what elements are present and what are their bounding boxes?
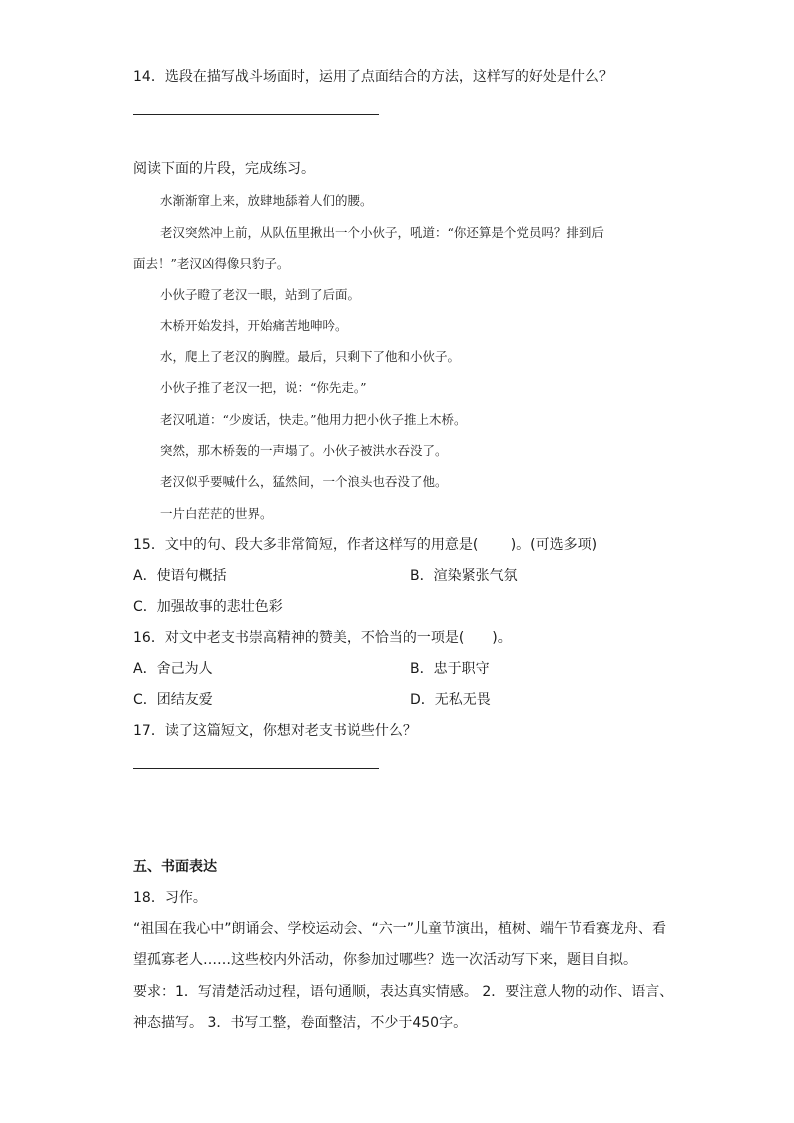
passage-line: 水，爬上了老汉的胸膛。最后，只剩下了他和小伙子。 xyxy=(160,349,461,364)
passage-line: 老汉似乎要喊什么，猛然间，一个浪头也吞没了他。 xyxy=(160,474,448,489)
passage-line: 小伙子推了老汉一把，说：“你先走。” xyxy=(160,380,367,395)
option-a[interactable]: A．使语句概括 xyxy=(133,568,227,584)
question-18-text: 18．习作。 xyxy=(133,890,207,906)
option-b[interactable]: B．忠于职守 xyxy=(410,661,490,677)
reading-intro: 阅读下面的片段，完成练习。 xyxy=(133,161,315,177)
question-17-text: 17．读了这篇短文，你想对老支书说些什么？ xyxy=(133,723,417,739)
question-14-text: 14．选段在描写战斗场面时，运用了点面结合的方法，这样写的好处是什么？ xyxy=(133,69,613,85)
question-15-text: 15．文中的句、段大多非常简短，作者这样写的用意是( )。(可选多项) xyxy=(133,537,598,553)
writing-requirements: 要求：1．写清楚活动过程，语句通顺，表达真实情感。 2．要注意人物的动作、语言、 xyxy=(133,984,674,1000)
section-title: 五、书面表达 xyxy=(133,859,217,875)
answer-line-17[interactable] xyxy=(133,768,379,769)
passage-line: 老汉突然冲上前，从队伍里揪出一个小伙子，吼道：“你还算是个党员吗？排到后 xyxy=(160,225,604,240)
passage-line: 面去！”老汉凶得像只豹子。 xyxy=(133,256,290,271)
writing-requirements: 神态描写。 3．书写工整，卷面整洁，不少于450字。 xyxy=(133,1015,468,1031)
passage-line: 一片白茫茫的世界。 xyxy=(160,506,273,521)
passage-line: 木桥开始发抖，开始痛苦地呻吟。 xyxy=(160,318,348,333)
writing-prompt: “祖国在我心中”朗诵会、学校运动会、“六一”儿童节演出，植树、端午节看赛龙舟、看 xyxy=(133,921,667,937)
passage-line: 小伙子瞪了老汉一眼，站到了后面。 xyxy=(160,287,361,302)
answer-line-14[interactable] xyxy=(133,114,379,115)
writing-prompt: 望孤寡老人……这些校内外活动，你参加过哪些？选一次活动写下来，题目自拟。 xyxy=(133,952,637,968)
option-a[interactable]: A．舍己为人 xyxy=(133,661,213,677)
passage-line: 老汉吼道：“少废话，快走。”他用力把小伙子推上木桥。 xyxy=(160,412,467,427)
question-16-text: 16．对文中老支书崇高精神的赞美，不恰当的一项是( )。 xyxy=(133,630,512,646)
option-b[interactable]: B．渲染紧张气氛 xyxy=(410,568,518,584)
passage-line: 突然，那木桥轰的一声塌了。小伙子被洪水吞没了。 xyxy=(160,443,448,458)
option-c[interactable]: C．加强故事的悲壮色彩 xyxy=(133,599,283,615)
passage-line: 水渐渐窜上来，放肆地舔着人们的腰。 xyxy=(160,193,373,208)
option-d[interactable]: D．无私无畏 xyxy=(410,692,491,708)
option-c[interactable]: C．团结友爱 xyxy=(133,692,213,708)
